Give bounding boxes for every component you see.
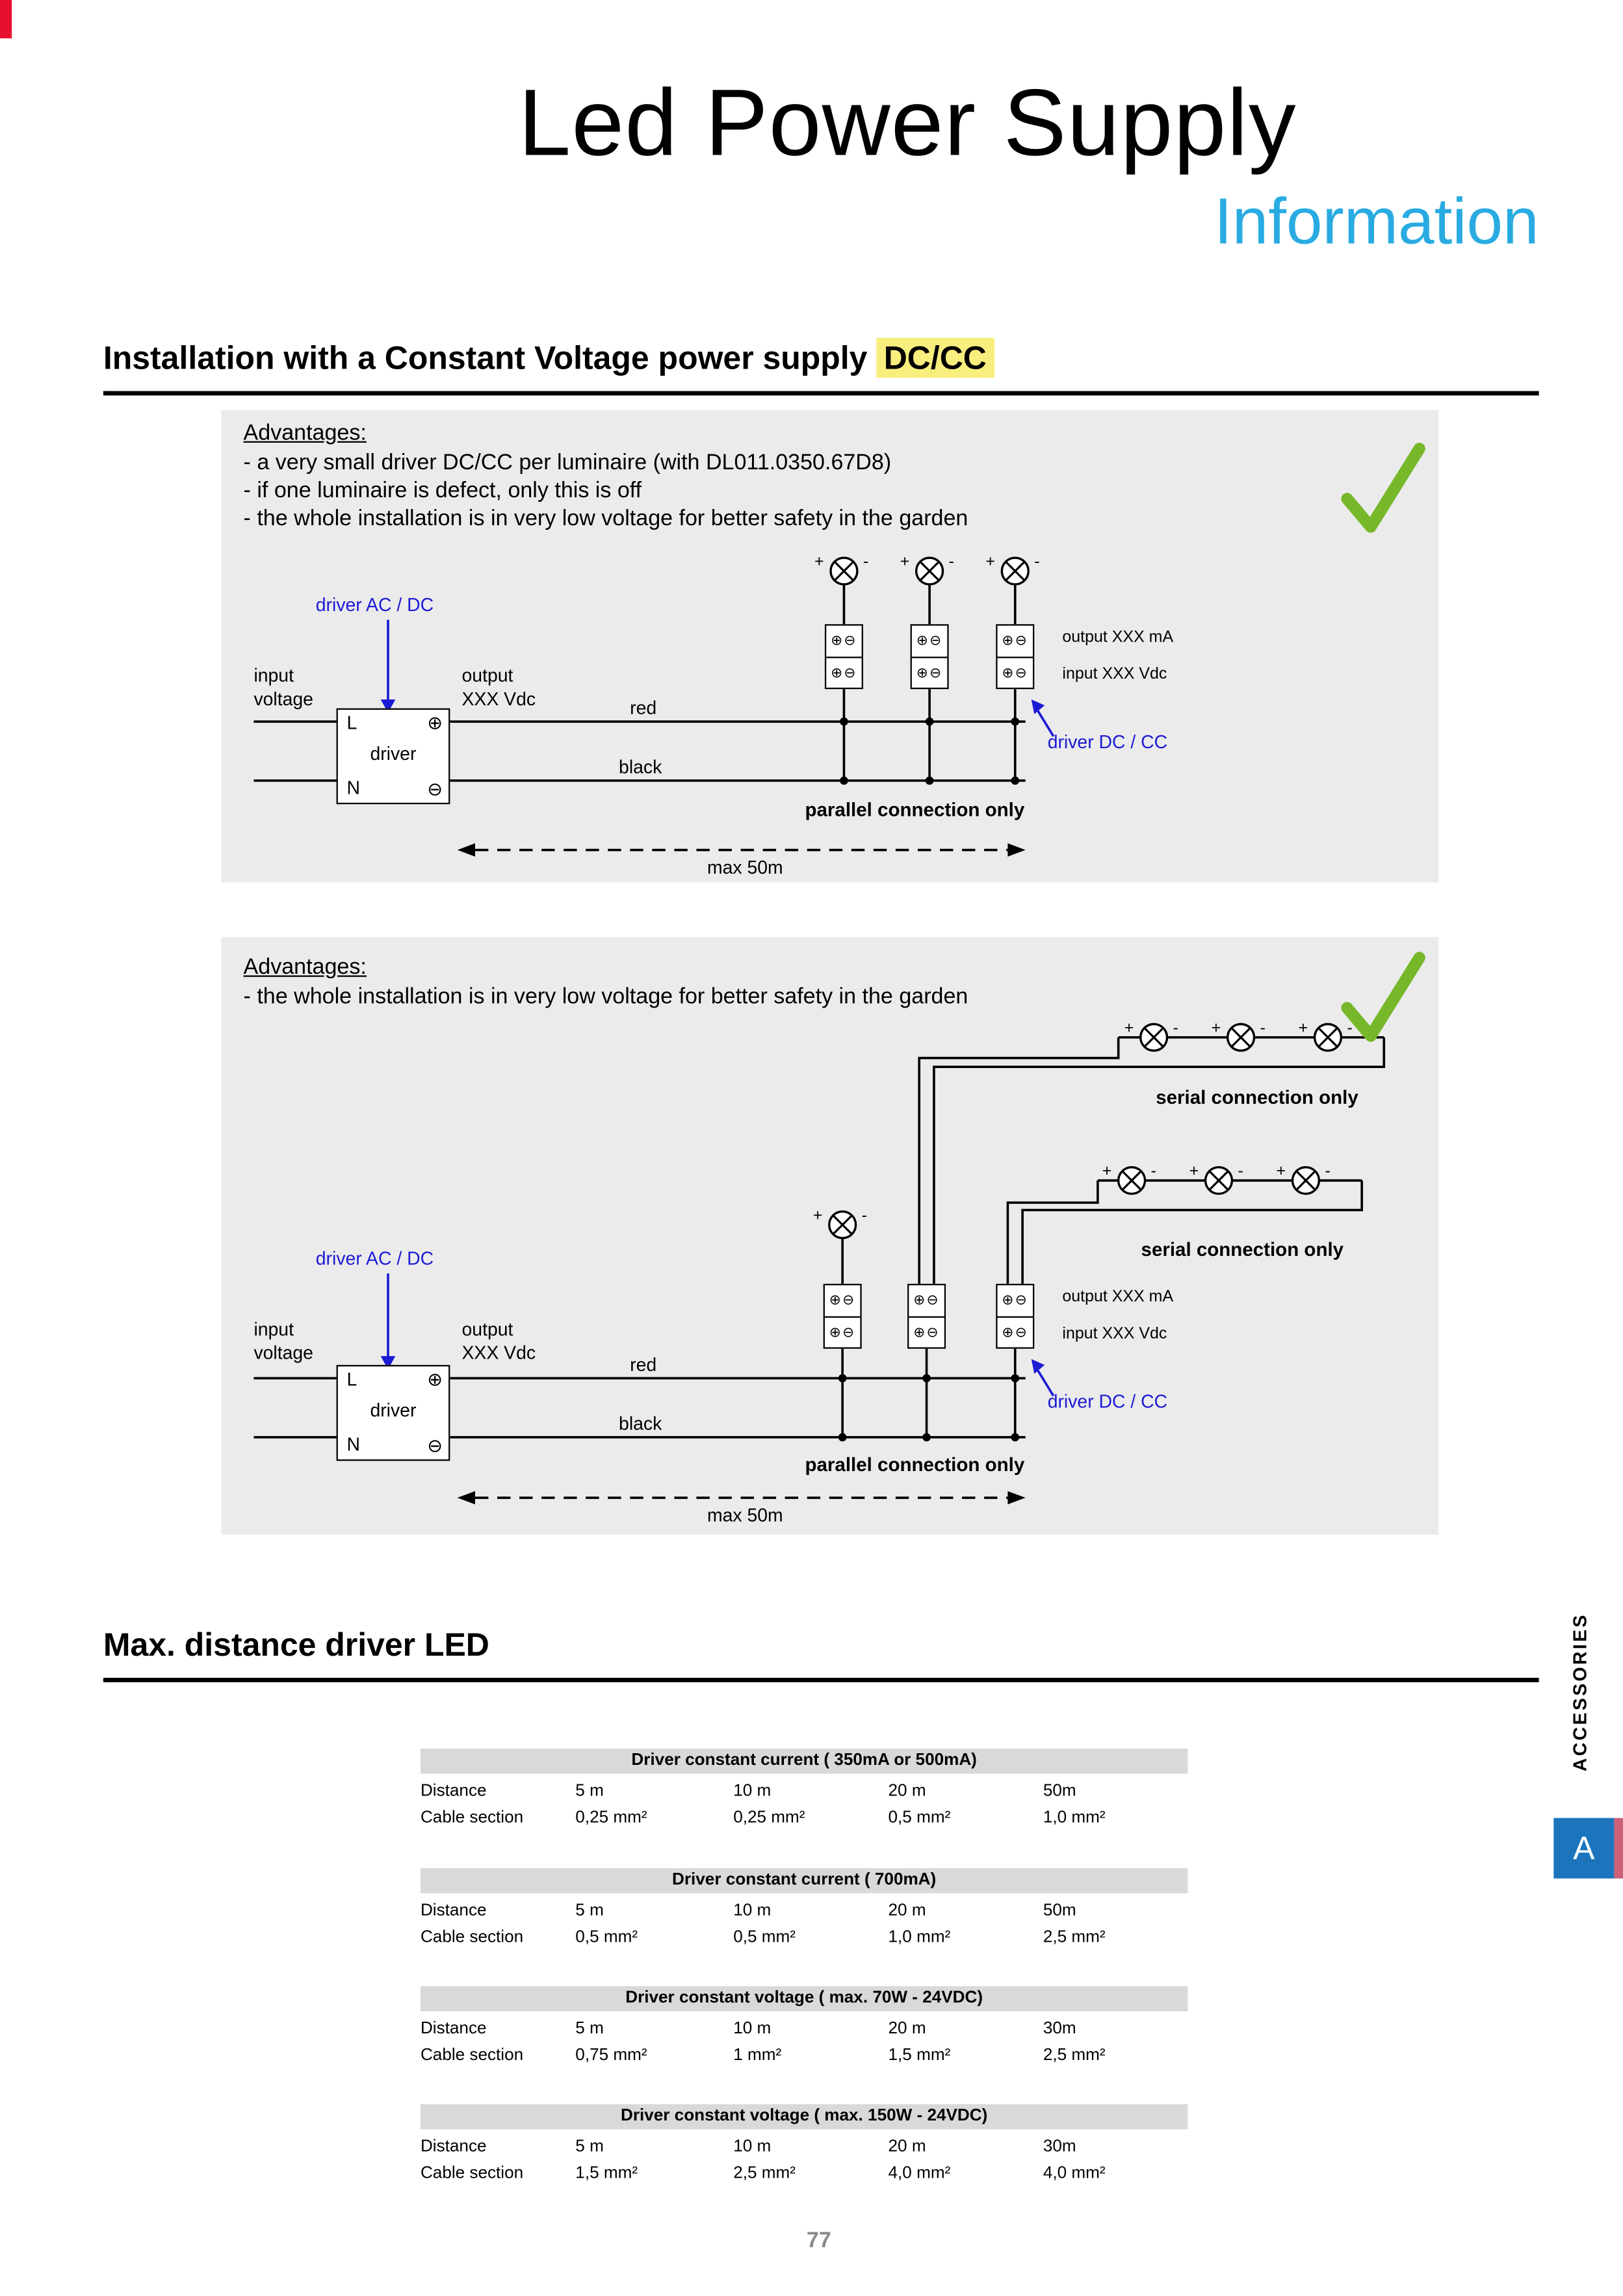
distance-table-350-500 <box>421 1749 1188 1831</box>
cell: 1,5 mm² <box>575 2165 638 2183</box>
lamp-minus: - <box>1238 1162 1243 1181</box>
cell: 0,5 mm² <box>733 1928 796 1947</box>
terminal-minus-icon: ⊖ <box>427 1435 443 1457</box>
red-wire-label: red <box>630 1354 657 1376</box>
advantage-item: - if one luminaire is defect, only this is off <box>243 478 642 504</box>
cell: 1 mm² <box>733 2046 782 2065</box>
output-voltage-label <box>462 1318 536 1365</box>
driver-terminals: ⊕⊖ <box>998 657 1033 688</box>
cell: 10 m <box>733 1782 772 1801</box>
driver-label: driver <box>370 744 417 764</box>
lamp-icon <box>1277 1162 1331 1194</box>
driver-terminals: ⊕⊖ <box>825 1316 860 1348</box>
row-label: Cable section <box>420 1928 524 1947</box>
lamp-icon <box>1189 1162 1243 1194</box>
driver-terminals: ⊕⊖ <box>1002 1292 1029 1309</box>
output-voltage-line1: output <box>461 1319 513 1340</box>
terminal-plus-icon: ⊕ <box>427 1369 443 1390</box>
page-number: 77 <box>806 2228 831 2254</box>
lamp-plus: + <box>985 552 995 571</box>
terminal-l: L <box>346 712 357 734</box>
driver-terminals: ⊕⊖ <box>1002 633 1029 649</box>
driver-ac-dc-label: driver AC / DC <box>315 1248 434 1270</box>
input-voltage-label <box>253 1318 313 1365</box>
input-voltage-line2: voltage <box>253 1342 313 1364</box>
distance-table-70w <box>421 1986 1188 2068</box>
lamp-minus: - <box>1150 1162 1156 1181</box>
row-label: Distance <box>420 2020 487 2038</box>
output-voltage-line2: XXX Vdc <box>461 1342 536 1364</box>
lamp-plus: + <box>812 1206 823 1225</box>
output-voltage-label <box>462 664 536 712</box>
advantages-label: Advantages: <box>243 954 367 980</box>
lamp-minus: - <box>863 552 869 571</box>
lamp-plus: + <box>1102 1162 1112 1181</box>
section-tab-stripe <box>1614 1818 1623 1879</box>
cell: 20 m <box>888 1782 926 1801</box>
advantages-label: Advantages: <box>243 420 367 446</box>
lamp-plus: + <box>1211 1019 1221 1037</box>
cell: 2,5 mm² <box>733 2165 796 2183</box>
table-row <box>421 2016 1188 2042</box>
table-row <box>421 1898 1188 1924</box>
section-heading-installation <box>103 339 994 378</box>
serial-connection-label: serial connection only <box>1156 1086 1358 1108</box>
row-label: Distance <box>420 1782 487 1801</box>
driver-label: driver <box>370 1400 417 1422</box>
lamp-icon <box>813 1206 867 1238</box>
table-header: Driver constant voltage ( max. 70W - 24VDC) <box>421 1986 1188 2011</box>
row-label: Cable section <box>420 1809 524 1827</box>
parallel-connection-label: parallel connection only <box>805 798 1025 821</box>
lamp-minus: - <box>1034 552 1040 571</box>
row-label: Distance <box>420 1902 487 1920</box>
corner-mark <box>0 0 12 38</box>
driver-terminals: ⊕⊖ <box>913 1292 940 1309</box>
driver-box <box>337 709 450 805</box>
cell: 5 m <box>575 1902 604 1920</box>
cell: 1,0 mm² <box>888 1928 951 1947</box>
luminaire-driver-box <box>824 1284 862 1349</box>
junction-dots <box>838 1374 1019 1442</box>
terminal-minus-icon: ⊖ <box>427 779 443 800</box>
cell: 20 m <box>888 1902 926 1920</box>
section-tab-a: A <box>1553 1818 1614 1879</box>
lamp-minus: - <box>1347 1019 1353 1037</box>
cell: 5 m <box>575 1782 604 1801</box>
ac-dc-arrow <box>381 1273 396 1370</box>
cell: 5 m <box>575 2138 604 2156</box>
output-voltage-line2: XXX Vdc <box>461 689 536 710</box>
cell: 10 m <box>733 1902 772 1920</box>
accessories-side-label: ACCESSORIES <box>1570 1613 1591 1772</box>
lamp-icon <box>1212 1019 1266 1050</box>
cell: 0,75 mm² <box>575 2046 647 2065</box>
advantage-item: - the whole installation is in very low voltage for better safety in the garden <box>243 506 968 532</box>
cell: 20 m <box>888 2138 926 2156</box>
lamp-plus: + <box>1189 1162 1199 1181</box>
row-label: Cable section <box>420 2165 524 2183</box>
driver-terminals: ⊕⊖ <box>912 657 947 688</box>
table-row <box>421 1805 1188 1831</box>
input-voltage-line1: input <box>253 1319 294 1340</box>
table-row <box>421 1778 1188 1805</box>
cell: 2,5 mm² <box>1043 1928 1106 1947</box>
input-voltage-line2: voltage <box>253 689 313 710</box>
distance-table-150w <box>421 2104 1188 2187</box>
section-heading-distance: Max. distance driver LED <box>103 1626 489 1663</box>
heading-highlight: DC/CC <box>876 338 994 378</box>
advantage-item: - the whole installation is in very low voltage for better safety in the garden <box>243 984 968 1010</box>
lamp-plus: + <box>1298 1019 1308 1037</box>
check-icon <box>1347 449 1420 527</box>
lamp-minus: - <box>861 1206 868 1225</box>
driver-dc-cc-label: driver DC / CC <box>1047 731 1168 753</box>
cell: 1,0 mm² <box>1043 1809 1106 1827</box>
cell: 50m <box>1043 1902 1076 1920</box>
cell: 30m <box>1043 2138 1076 2156</box>
cell: 2,5 mm² <box>1043 2046 1106 2065</box>
lamp-icon <box>1102 1162 1156 1194</box>
luminaire-driver-box <box>996 624 1034 689</box>
luminaire-driver-box <box>911 624 949 689</box>
cell: 20 m <box>888 2020 926 2038</box>
cell: 1,5 mm² <box>888 2046 951 2065</box>
driver-terminals: ⊕⊖ <box>916 633 943 649</box>
row-label: Cable section <box>420 2046 524 2065</box>
cell: 10 m <box>733 2020 772 2038</box>
luminaire-driver-box <box>825 624 863 689</box>
panel-parallel-installation <box>222 410 1439 882</box>
driver-terminals: ⊕⊖ <box>909 1316 944 1348</box>
table-row <box>421 2160 1188 2187</box>
input-voltage-line1: input <box>253 665 294 686</box>
input-vdc-label: input XXX Vdc <box>1062 665 1167 684</box>
black-wire-label: black <box>619 757 662 778</box>
max-distance-label: max 50m <box>707 1505 783 1526</box>
table-header: Driver constant voltage ( max. 150W - 24VDC) <box>421 2104 1188 2130</box>
heading-text: Installation with a Constant Voltage power supply <box>103 339 868 376</box>
terminal-l: L <box>346 1369 357 1390</box>
panel-serial-installation <box>222 937 1439 1534</box>
driver-terminals: ⊕⊖ <box>998 1316 1033 1348</box>
cell: 30m <box>1043 2020 1076 2038</box>
lamp-plus: + <box>1276 1162 1286 1181</box>
output-ma-label: output XXX mA <box>1062 629 1174 647</box>
cell: 50m <box>1043 1782 1076 1801</box>
terminal-plus-icon: ⊕ <box>427 712 443 734</box>
table-row <box>421 1924 1188 1951</box>
check-icon <box>1347 958 1420 1036</box>
max-distance-label: max 50m <box>707 857 783 878</box>
driver-ac-dc-label: driver AC / DC <box>315 594 434 616</box>
max-distance-arrow <box>458 1491 1026 1504</box>
lamp-plus: + <box>814 552 824 571</box>
driver-terminals: ⊕⊖ <box>826 657 861 688</box>
luminaire-driver-box <box>996 1284 1034 1349</box>
section-rule <box>103 1678 1539 1682</box>
cell: 4,0 mm² <box>888 2165 951 2183</box>
lamp-plus: + <box>1124 1019 1134 1037</box>
output-voltage-line1: output <box>461 665 513 686</box>
row-label: Distance <box>420 2138 487 2156</box>
cell: 0,25 mm² <box>575 1809 647 1827</box>
page-subtitle: Information <box>1214 186 1539 259</box>
terminal-n: N <box>346 777 360 799</box>
advantage-item: - a very small driver DC/CC per luminaire (with DL011.0350.67D8) <box>243 450 892 475</box>
table-row <box>421 2133 1188 2160</box>
page-title: Led Power Supply <box>518 69 1297 176</box>
ac-dc-arrow <box>381 620 396 712</box>
red-wire-label: red <box>630 698 657 719</box>
section-rule <box>103 391 1539 395</box>
black-wire-label: black <box>619 1413 662 1435</box>
lamp-icon <box>1299 1019 1353 1050</box>
lamp-icon <box>1124 1019 1178 1050</box>
output-ma-label: output XXX mA <box>1062 1288 1174 1306</box>
cell: 0,25 mm² <box>733 1809 805 1827</box>
serial-connection-label: serial connection only <box>1141 1238 1344 1260</box>
driver-box <box>337 1365 450 1461</box>
lamp-minus: - <box>1325 1162 1331 1181</box>
driver-dc-cc-label: driver DC / CC <box>1047 1391 1168 1413</box>
table-header: Driver constant current ( 350mA or 500mA) <box>421 1749 1188 1774</box>
cell: 5 m <box>575 2020 604 2038</box>
table-row <box>421 2042 1188 2069</box>
input-vdc-label: input XXX Vdc <box>1062 1325 1167 1343</box>
terminal-n: N <box>346 1434 360 1455</box>
cell: 10 m <box>733 2138 772 2156</box>
max-distance-arrow <box>458 843 1026 856</box>
lamp-minus: - <box>1173 1019 1178 1037</box>
table-header: Driver constant current ( 700mA) <box>421 1868 1188 1894</box>
cell: 0,5 mm² <box>575 1928 638 1947</box>
distance-table-700 <box>421 1868 1188 1951</box>
luminaire-driver-box <box>907 1284 946 1349</box>
lamp-minus: - <box>1260 1019 1266 1037</box>
driver-terminals: ⊕⊖ <box>829 1292 856 1309</box>
lamp-plus: + <box>900 552 910 571</box>
driver-terminals: ⊕⊖ <box>831 633 857 649</box>
input-voltage-label <box>253 664 313 712</box>
cell: 4,0 mm² <box>1043 2165 1106 2183</box>
lamp-icon <box>985 553 1039 584</box>
parallel-connection-label: parallel connection only <box>805 1453 1025 1476</box>
lamp-icon <box>900 553 954 584</box>
lamp-icon <box>814 553 868 584</box>
lamp-minus: - <box>948 552 954 571</box>
cell: 0,5 mm² <box>888 1809 951 1827</box>
